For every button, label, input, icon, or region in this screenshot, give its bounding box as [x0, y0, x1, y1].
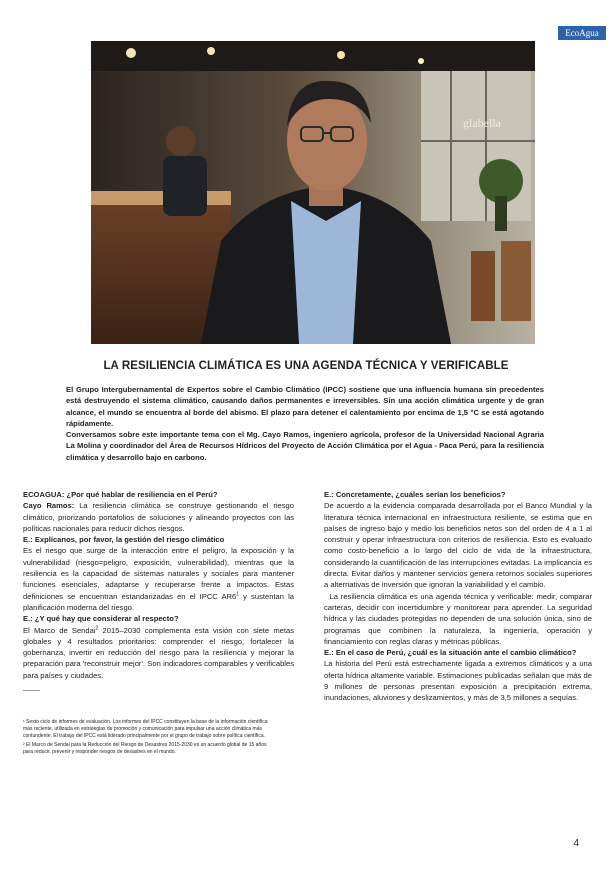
article-title: LA RESILIENCIA CLIMÁTICA ES UNA AGENDA TÉCNICA Y VERIFICABLE — [103, 360, 509, 372]
interview-photo — [91, 41, 535, 344]
question-3: E.: ¿Y qué hay que considerar al respecto? — [23, 614, 179, 624]
storefront-sign: glabella — [463, 116, 501, 130]
answer-2 — [23, 545, 294, 613]
answer-4b: La resiliencia climática es una agenda técnica y verificable: medir, comparar carteras, decidir con incertidumbre y monitorear para aprender. La seguridad hídrica y las ciudades protegidas no dependen de una solución única, sino de programas que combinen la naturaleza, la ingeniería, operación y financiamiento con reglas claras y métricas públicas. — [324, 591, 595, 646]
footnote-ref-1: 1 — [236, 591, 240, 598]
left-column — [23, 489, 294, 692]
question-5: E.: En el caso de Perú, ¿cuál es la situación ante el cambio climático? — [324, 648, 577, 658]
intro-paragraph-2: Conversamos sobre este importante tema con el Mg. Cayo Ramos, ingeniero agrícola, profesor de la Universidad Nacional Agraria La Molina y coordinador del Área de Recursos Hídricos del Proyecto de Acción Climática por el Agua - Paca Perú, para la resiliencia climática y desarrollo bajo en carbono. — [66, 430, 544, 462]
question-1: ECOAGUA: ¿Por qué hablar de resiliencia en el Perú? — [23, 490, 218, 499]
answer-5: La historia del Perú está estrechamente ligada a extremos climáticos y a una oferta hídrica altamente variable. Estimaciones publicadas señalan que más de 9 millones de personas presentan exposición a precipitación extrema, inundaciones, aluviones y deslizamientos, y más de 3,5 millones a sequías. — [324, 659, 592, 703]
answer-4: De acuerdo a la evidencia comparada desarrollada por el Banco Mundial y la literatura técnica internacional en infraestructura resiliente, se estima que en países de ingreso bajo y medio los beneficios netos son del orden de 4 a 1 al construir y operar infraestructura con criterios de resiliencia. Esto es evaluado como costo-beneficio a lo largo del ciclo de vida de la infraestructura, considerando la cuantificación de las interrupciones evitadas. La implicancia es directa. Evitar daños y mantener servicios genera retornos sociales superiores a alternativas de inversión que ignoran la variabilidad y el cambio. — [324, 501, 592, 590]
answer-3-text: El Marco de Sendai — [23, 625, 96, 635]
answer-1-text: La resiliencia climática se construye gestionando el riesgo climático, priorizando portafolios de soluciones y alineando proyectos con las políticas nacionales para reducir dichos riesgos. — [23, 501, 295, 533]
answer-3 — [23, 625, 294, 681]
page-number: 4 — [573, 838, 579, 849]
answer-1-speaker: Cayo Ramos: — [23, 501, 75, 511]
right-column — [324, 489, 595, 704]
answer-3-text-end: 2015–2030 complementa esta visión con siete metas globales y 4 resultados prioritarios: comprender el riesgo, fortalecer la gobernanza, invertir en reducción del riesgo para la resiliencia y mejorar la preparación para 'reconstruir mejor'. Son indicadores comparables y verificables para países y ciudades. — [23, 625, 294, 680]
footnotes — [23, 719, 273, 757]
brand-logo: EcoAgua — [558, 26, 606, 40]
answer-2-text: Es el riesgo que surge de la interacción entre el peligro, la exposición y la vulnerabilidad (riesgo=peligro, exposición, vulnerabilidad), mientras que la resiliencia es la capacidad de sistemas naturales y sociales para mantener funciones esenciales, adaptarse y recuperarse frente a impactos. Estas definiciones se encuentran estandarizadas en el IPCC AR6 — [23, 546, 294, 601]
answer-1 — [23, 500, 294, 534]
question-2: E.: Explícanos, por favor, la gestión del riesgo climático — [23, 535, 225, 545]
separator-line: ____ — [23, 682, 40, 692]
question-4: E.: Concretamente, ¿cuáles serían los beneficios? — [324, 490, 506, 499]
footnote-2: ² El Marco de Sendai para la Reducción del Riesgo de Desastres 2015-2030 es un acuerdo global de 15 años para reducir, prevenir y responder riesgos de desastres en el mundo. — [23, 741, 267, 755]
intro-paragraph-1: El Grupo Intergubernamental de Expertos sobre el Cambio Climático (IPCC) sostiene que una influencia humana sin precedentes está destruyendo el sistema climático, causando daños permanentes e irreversibles. Sin una acción climática urgente y de gran alcance, el mundo se encuentra al borde del abismo. El plazo para detener el calentamiento por encima de 1,5 °C se está agotando rápidamente. — [66, 385, 544, 428]
answer-2-text-end: y sustentan la planificación moderna del riesgo. — [23, 591, 294, 612]
photo-illustration — [91, 41, 535, 344]
footnote-1: ¹ Sexto ciclo de informes de evaluación. Los informes del IPCC constituyen la base de la información científica más reciente, utilizada en estrategias de promoción y comunicación para impulsar una acción climática más contundente. El trabajo del IPCC está liderado principalmente por el grupo de trabajo sobre política científica. — [23, 719, 268, 740]
footnote-ref-2: 2 — [95, 625, 99, 632]
article-intro — [66, 384, 544, 463]
